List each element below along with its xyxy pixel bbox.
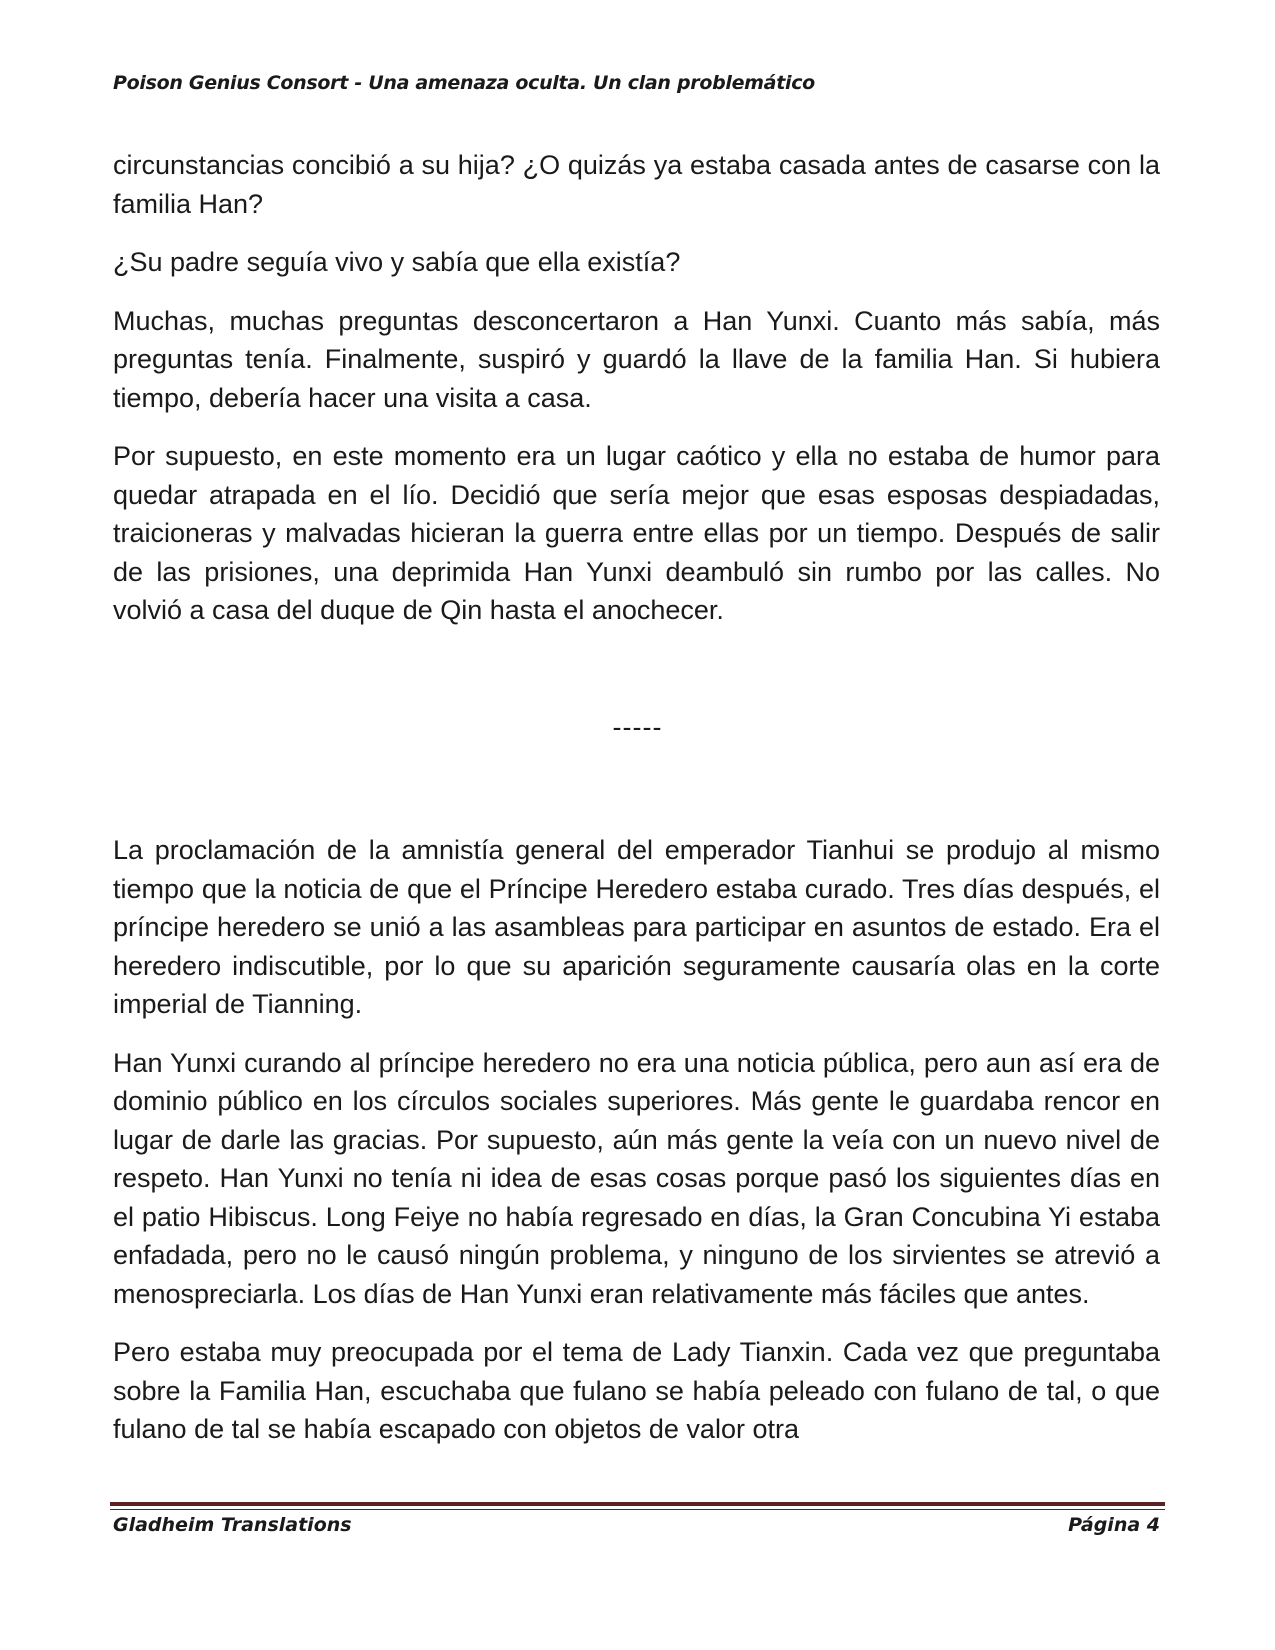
footer-publisher: Gladheim Translations (113, 1514, 352, 1536)
paragraph: Muchas, muchas preguntas desconcertaron a Han Yunxi. Cuanto más sabía, más preguntas tenía. Finalmente, suspiró y guardó la llave de la familia Han. Si hubiera tiempo, debería hacer una visita a casa. (113, 305, 1160, 413)
paragraph: Pero estaba muy preocupada por el tema de Lady Tianxin. Cada vez que preguntaba sobre la Familia Han, escuchaba que fulano se había peleado con fulano de tal, o que fulano de tal se había escapado con objetos de valor otra (113, 1337, 1160, 1444)
page-header-title: Poison Genius Consort - Una amenaza oculta. Un clan problemático (113, 72, 815, 94)
footer-page-number: Página 4 (1068, 1514, 1160, 1536)
paragraph: circunstancias concibió a su hija? ¿O quizás ya estaba casada antes de casarse con la familia Han? (113, 150, 1160, 219)
paragraph: La proclamación de la amnistía general del emperador Tianhui se produjo al mismo tiempo que la noticia de que el Príncipe Heredero estaba curado. Tres días después, el príncipe heredero se unió a las asambleas para participar en asuntos de estado. Era el heredero indiscutible, por lo que su aparición seguramente causaría olas en la corte imperial de Tianning. (113, 835, 1160, 1019)
body-section-2 (113, 831, 1160, 1469)
section-separator: ----- (612, 712, 663, 742)
footer-divider-thick (110, 1502, 1165, 1506)
paragraph: ¿Su padre seguía vivo y sabía que ella existía? (113, 247, 681, 277)
body-section-1 (113, 146, 1160, 650)
footer-divider-thin (110, 1509, 1165, 1510)
paragraph: Por supuesto, en este momento era un lugar caótico y ella no estaba de humor para quedar atrapada en el lío. Decidió que sería mejor que esas esposas despiadadas, traicioneras y malvadas hicieran la guerra entre ellas por un tiempo. Después de salir de las prisiones, una deprimida Han Yunxi deambuló sin rumbo por las calles. No volvió a casa del duque de Qin hasta el anochecer. (113, 441, 1160, 625)
paragraph: Han Yunxi curando al príncipe heredero no era una noticia pública, pero aun así era de dominio público en los círculos sociales superiores. Más gente le guardaba rencor en lugar de darle las gracias. Por supuesto, aún más gente la veía con un nuevo nivel de respeto. Han Yunxi no tenía ni idea de esas cosas porque pasó los siguientes días en el patio Hibiscus. Long Feiye no había regresado en días, la Gran Concubina Yi estaba enfadada, pero no le causó ningún problema, y ninguno de los sirvientes se atrevió a menospreciarla. Los días de Han Yunxi eran relativamente más fáciles que antes. (113, 1047, 1160, 1309)
